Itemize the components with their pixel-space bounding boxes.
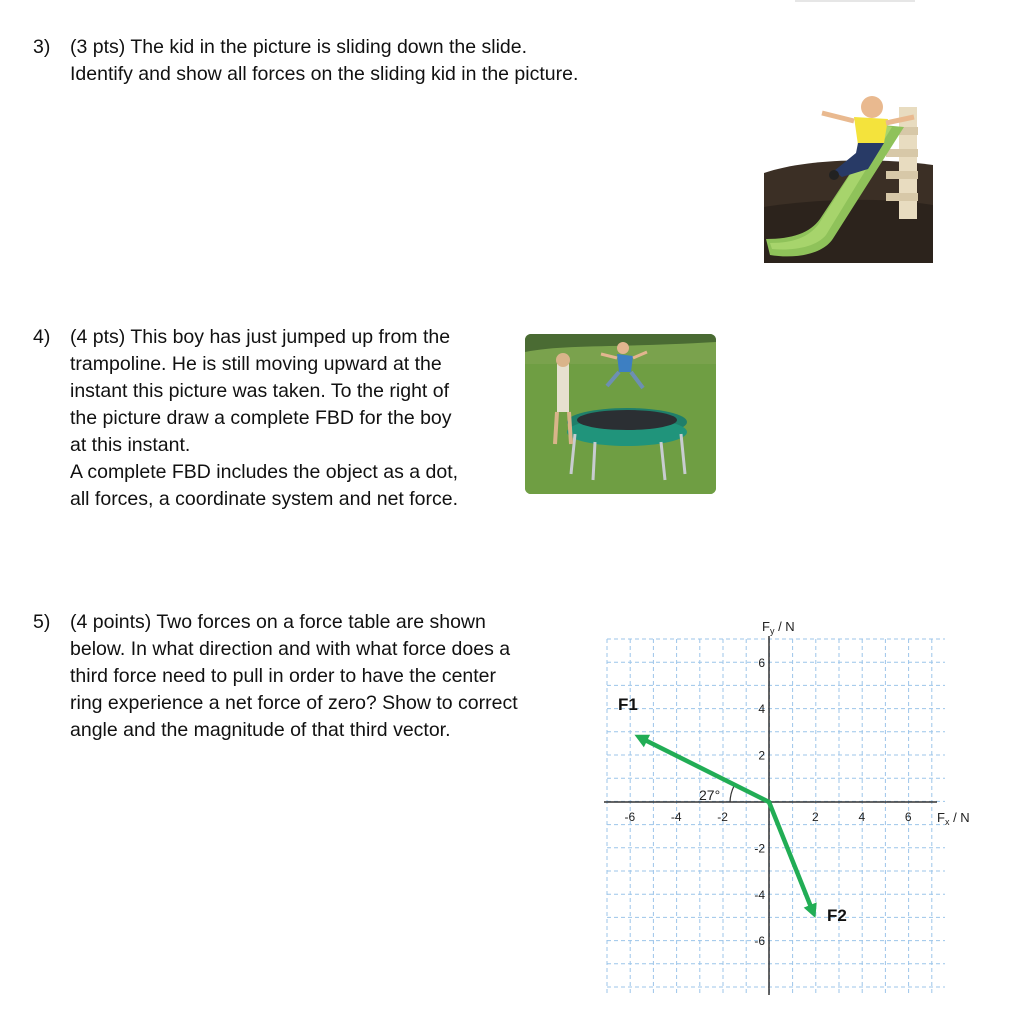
question-number: 4) bbox=[33, 326, 51, 348]
y-tick-label: 2 bbox=[758, 748, 765, 763]
question-line: below. In what direction and with what force does a bbox=[70, 638, 511, 660]
y-tick-label: 4 bbox=[758, 702, 765, 717]
x-tick-label: -6 bbox=[624, 810, 636, 824]
question-line: third force need to pull in order to have the center bbox=[70, 665, 497, 687]
question-line: (4 points) Two forces on a force table are shown bbox=[70, 611, 486, 633]
x-tick-label: 2 bbox=[812, 810, 819, 824]
y-tick-label: -4 bbox=[754, 887, 765, 902]
angle-label: 27° bbox=[699, 787, 721, 803]
question-line: trampoline. He is still moving upward at the bbox=[70, 353, 442, 375]
f1-label: F1 bbox=[618, 695, 638, 714]
vector-f2-shaft bbox=[769, 802, 810, 905]
question-line: at this instant. bbox=[70, 434, 191, 456]
question-line: Identify and show all forces on the sliding kid in the picture. bbox=[70, 63, 579, 85]
question-number: 3) bbox=[33, 36, 51, 58]
angle-arc bbox=[730, 786, 734, 802]
x-tick-label: -4 bbox=[670, 810, 682, 824]
y-tick-label: -2 bbox=[754, 841, 765, 856]
question-line: (4 pts) This boy has just jumped up from the bbox=[70, 326, 451, 348]
question-line: A complete FBD includes the object as a dot, bbox=[70, 461, 459, 483]
f2-label: F2 bbox=[827, 906, 847, 925]
question-number: 5) bbox=[33, 611, 51, 633]
y-axis-label: $F_y$ / N bbox=[762, 619, 795, 636]
vectors bbox=[634, 735, 816, 918]
x-tick-label: 4 bbox=[858, 810, 866, 824]
x-axis-label: $F_x$ / N bbox=[937, 810, 970, 827]
question-line: (3 pts) The kid in the picture is sliding down the slide. bbox=[70, 36, 528, 58]
y-tick-label: -6 bbox=[754, 934, 765, 949]
question-line: the picture draw a complete FBD for the boy bbox=[70, 407, 452, 429]
x-tick-labels bbox=[624, 810, 911, 824]
question-line: all forces, a coordinate system and net force. bbox=[70, 488, 459, 510]
question-line: ring experience a net force of zero? Show to correct bbox=[70, 692, 518, 714]
question-line: instant this picture was taken. To the right of bbox=[70, 380, 450, 402]
question-line: angle and the magnitude of that third vector. bbox=[70, 719, 451, 741]
x-tick-label: 6 bbox=[904, 810, 912, 824]
y-tick-label: 6 bbox=[758, 655, 765, 670]
x-tick-label: -2 bbox=[717, 810, 728, 824]
